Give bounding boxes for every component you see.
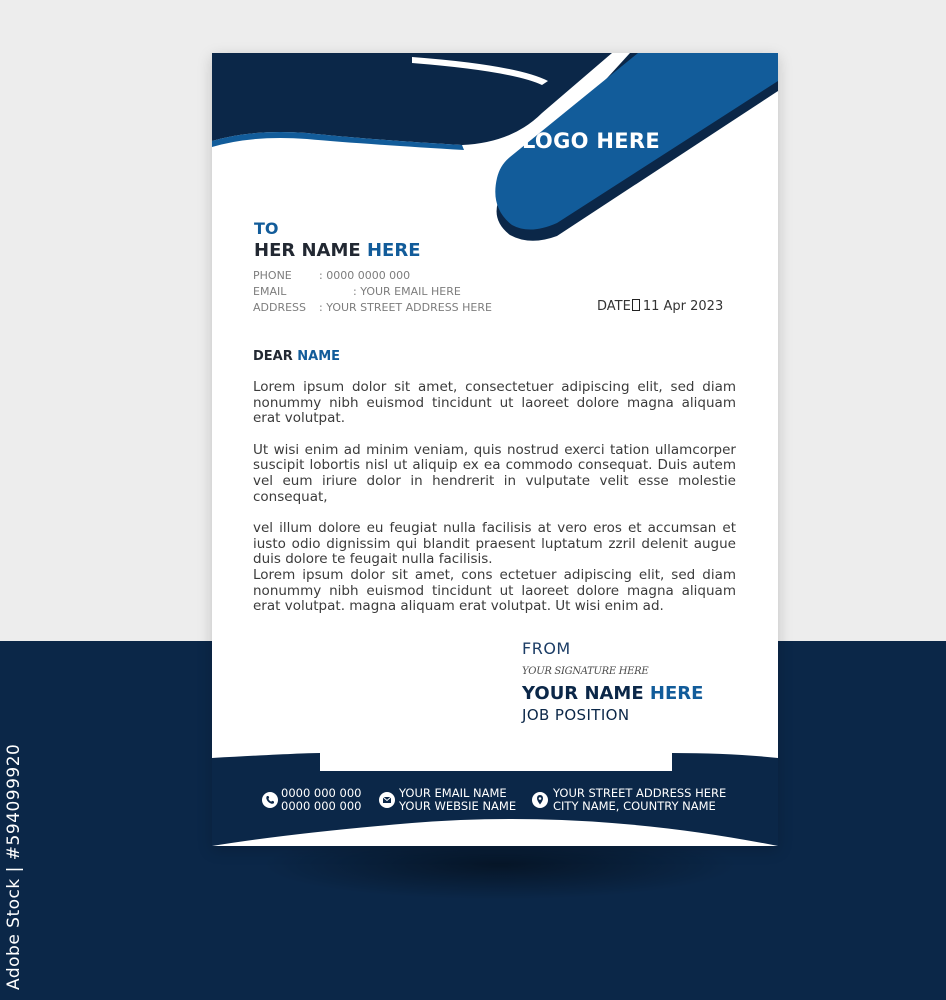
logo-placeholder: LOGO HERE [522, 129, 661, 153]
salutation-name: NAME [297, 349, 341, 364]
from-label: FROM [522, 639, 571, 658]
date-value: 11 Apr 2023 [642, 299, 724, 314]
body-paragraph: vel illum dolore eu feugiat nulla facilisis at vero eros et accumsan et iusto odio dignissim qui blandit praesent luptatum zzril delenit augue duis dolore te feugait nulla facilisis. [253, 520, 736, 568]
sender-name [522, 683, 703, 704]
footer-address [553, 787, 726, 813]
recipient-name [254, 240, 421, 261]
email-label: EMAIL [253, 285, 287, 298]
body-paragraph: Lorem ipsum dolor sit amet, consectetuer adipiscing elit, sed diam nonummy nibh euismod tincidunt ut laoreet dolore magna aliquam erat volutpat. [253, 379, 736, 427]
sender-name-first: YOUR NAME [522, 683, 644, 704]
signature: YOUR SIGNATURE HERE [522, 666, 649, 677]
address-value: : YOUR STREET ADDRESS HERE [319, 301, 492, 314]
phone-icon [262, 792, 278, 808]
footer-website: YOUR WEBSIE NAME [399, 799, 517, 813]
footer-email: YOUR EMAIL NAME [399, 786, 507, 800]
location-pin-icon [532, 792, 548, 808]
address-label: ADDRESS [253, 301, 307, 314]
recipient-name-first: HER NAME [254, 240, 361, 261]
body-paragraph: Lorem ipsum dolor sit amet, cons ectetuer adipiscing elit, sed diam nonummy nibh euismod tincidunt ut laoreet dolore magna aliquam erat volutpat. magna aliquam erat volutpat. Ut wisi enim ad. [253, 566, 736, 615]
email-value: : YOUR EMAIL HERE [353, 285, 461, 298]
sender-position: JOB POSITION [522, 706, 630, 724]
sender-name-second: HERE [649, 683, 704, 704]
salutation-dear: DEAR [253, 349, 293, 364]
stock-id-watermark: Adobe Stock | #594099920 [4, 743, 24, 990]
footer-city: CITY NAME, COUNTRY NAME [553, 799, 716, 813]
salutation [253, 349, 340, 364]
envelope-icon [379, 792, 395, 808]
footer-phone-1: 0000 000 000 [281, 786, 362, 800]
date-label: DATE [597, 299, 631, 314]
date-box-icon [632, 299, 640, 311]
phone-value: : 0000 0000 000 [319, 269, 411, 282]
footer-phone-2: 0000 000 000 [281, 799, 362, 813]
body-paragraph: Ut wisi enim ad minim veniam, quis nostrud exerci tation ullamcorper suscipit lobortis nisl ut aliquip ex ea commodo consequat. Duis autem vel eum iriure dolor in hendrerit in vulputate velit esse molestie consequat, [253, 441, 736, 505]
letterhead-sheet [212, 53, 778, 846]
footer-phones [281, 787, 361, 813]
footer-street: YOUR STREET ADDRESS HERE [553, 786, 727, 800]
phone-label: PHONE [253, 269, 292, 282]
letter-body [253, 380, 736, 615]
to-label: TO [254, 219, 279, 238]
footer-online [399, 787, 516, 813]
recipient-name-second: HERE [366, 240, 421, 261]
letter-date [597, 299, 723, 314]
